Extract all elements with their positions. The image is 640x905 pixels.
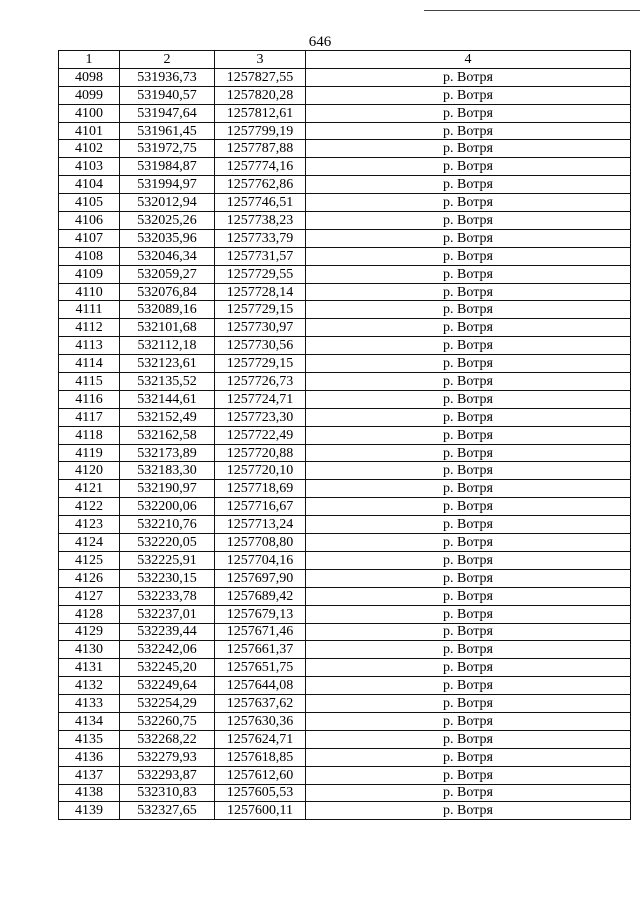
x-coordinate-cell: 532310,83 (120, 784, 215, 802)
description-cell: р. Вотря (306, 659, 631, 677)
table-row (59, 337, 631, 355)
x-coordinate-cell: 532112,18 (120, 337, 215, 355)
point-number-cell: 4110 (59, 283, 120, 301)
table-row (59, 730, 631, 748)
point-number-cell: 4113 (59, 337, 120, 355)
table-row (59, 695, 631, 713)
x-coordinate-cell: 532076,84 (120, 283, 215, 301)
table-row (59, 390, 631, 408)
table-row (59, 587, 631, 605)
point-number-cell: 4116 (59, 390, 120, 408)
table-row (59, 569, 631, 587)
table-row (59, 516, 631, 534)
x-coordinate-cell: 532135,52 (120, 373, 215, 391)
y-coordinate-cell: 1257812,61 (215, 104, 306, 122)
description-cell: р. Вотря (306, 265, 631, 283)
table-row (59, 194, 631, 212)
point-number-cell: 4126 (59, 569, 120, 587)
x-coordinate-cell: 532233,78 (120, 587, 215, 605)
point-number-cell: 4117 (59, 408, 120, 426)
y-coordinate-cell: 1257671,46 (215, 623, 306, 641)
column-header: 4 (306, 51, 631, 69)
y-coordinate-cell: 1257723,30 (215, 408, 306, 426)
y-coordinate-cell: 1257704,16 (215, 551, 306, 569)
x-coordinate-cell: 532123,61 (120, 355, 215, 373)
point-number-cell: 4115 (59, 373, 120, 391)
table-row (59, 498, 631, 516)
y-coordinate-cell: 1257600,11 (215, 802, 306, 820)
point-number-cell: 4101 (59, 122, 120, 140)
description-cell: р. Вотря (306, 462, 631, 480)
table-row (59, 623, 631, 641)
description-cell: р. Вотря (306, 104, 631, 122)
x-coordinate-cell: 532152,49 (120, 408, 215, 426)
table-row (59, 265, 631, 283)
x-coordinate-cell: 532245,20 (120, 659, 215, 677)
y-coordinate-cell: 1257726,73 (215, 373, 306, 391)
point-number-cell: 4103 (59, 158, 120, 176)
table-row (59, 247, 631, 265)
x-coordinate-cell: 532190,97 (120, 480, 215, 498)
table-row (59, 659, 631, 677)
table-row (59, 212, 631, 230)
y-coordinate-cell: 1257787,88 (215, 140, 306, 158)
description-cell: р. Вотря (306, 122, 631, 140)
description-cell: р. Вотря (306, 695, 631, 713)
y-coordinate-cell: 1257651,75 (215, 659, 306, 677)
point-number-cell: 4130 (59, 641, 120, 659)
point-number-cell: 4105 (59, 194, 120, 212)
description-cell: р. Вотря (306, 355, 631, 373)
table-row (59, 104, 631, 122)
table-row (59, 641, 631, 659)
description-cell: р. Вотря (306, 408, 631, 426)
point-number-cell: 4121 (59, 480, 120, 498)
point-number-cell: 4124 (59, 534, 120, 552)
x-coordinate-cell: 532249,64 (120, 677, 215, 695)
table-row (59, 158, 631, 176)
description-cell: р. Вотря (306, 748, 631, 766)
x-coordinate-cell: 532183,30 (120, 462, 215, 480)
y-coordinate-cell: 1257827,55 (215, 68, 306, 86)
x-coordinate-cell: 532220,05 (120, 534, 215, 552)
y-coordinate-cell: 1257679,13 (215, 605, 306, 623)
y-coordinate-cell: 1257612,60 (215, 766, 306, 784)
table-row (59, 551, 631, 569)
point-number-cell: 4138 (59, 784, 120, 802)
table-row (59, 140, 631, 158)
y-coordinate-cell: 1257713,24 (215, 516, 306, 534)
table-row (59, 122, 631, 140)
y-coordinate-cell: 1257729,15 (215, 301, 306, 319)
column-header: 1 (59, 51, 120, 69)
x-coordinate-cell: 532025,26 (120, 212, 215, 230)
description-cell: р. Вотря (306, 373, 631, 391)
x-coordinate-cell: 531947,64 (120, 104, 215, 122)
y-coordinate-cell: 1257661,37 (215, 641, 306, 659)
point-number-cell: 4122 (59, 498, 120, 516)
point-number-cell: 4106 (59, 212, 120, 230)
description-cell: р. Вотря (306, 158, 631, 176)
x-coordinate-cell: 532173,89 (120, 444, 215, 462)
point-number-cell: 4098 (59, 68, 120, 86)
point-number-cell: 4100 (59, 104, 120, 122)
description-cell: р. Вотря (306, 712, 631, 730)
point-number-cell: 4118 (59, 426, 120, 444)
page-number: 646 (308, 34, 332, 50)
description-cell: р. Вотря (306, 194, 631, 212)
description-cell: р. Вотря (306, 766, 631, 784)
y-coordinate-cell: 1257729,55 (215, 265, 306, 283)
column-header: 2 (120, 51, 215, 69)
description-cell: р. Вотря (306, 498, 631, 516)
point-number-cell: 4104 (59, 176, 120, 194)
y-coordinate-cell: 1257820,28 (215, 86, 306, 104)
table-body (59, 68, 631, 819)
point-number-cell: 4139 (59, 802, 120, 820)
point-number-cell: 4108 (59, 247, 120, 265)
table-row (59, 408, 631, 426)
table-row (59, 712, 631, 730)
description-cell: р. Вотря (306, 319, 631, 337)
x-coordinate-cell: 532279,93 (120, 748, 215, 766)
point-number-cell: 4111 (59, 301, 120, 319)
y-coordinate-cell: 1257630,36 (215, 712, 306, 730)
point-number-cell: 4102 (59, 140, 120, 158)
y-coordinate-cell: 1257724,71 (215, 390, 306, 408)
scan-edge-line (424, 10, 640, 11)
description-cell: р. Вотря (306, 86, 631, 104)
point-number-cell: 4109 (59, 265, 120, 283)
point-number-cell: 4119 (59, 444, 120, 462)
description-cell: р. Вотря (306, 480, 631, 498)
table-row (59, 301, 631, 319)
x-coordinate-cell: 532101,68 (120, 319, 215, 337)
point-number-cell: 4112 (59, 319, 120, 337)
y-coordinate-cell: 1257720,88 (215, 444, 306, 462)
point-number-cell: 4135 (59, 730, 120, 748)
point-number-cell: 4120 (59, 462, 120, 480)
point-number-cell: 4132 (59, 677, 120, 695)
x-coordinate-cell: 531994,97 (120, 176, 215, 194)
x-coordinate-cell: 532012,94 (120, 194, 215, 212)
description-cell: р. Вотря (306, 516, 631, 534)
y-coordinate-cell: 1257730,97 (215, 319, 306, 337)
point-number-cell: 4131 (59, 659, 120, 677)
y-coordinate-cell: 1257762,86 (215, 176, 306, 194)
description-cell: р. Вотря (306, 802, 631, 820)
x-coordinate-cell: 532237,01 (120, 605, 215, 623)
x-coordinate-cell: 531936,73 (120, 68, 215, 86)
x-coordinate-cell: 532242,06 (120, 641, 215, 659)
description-cell: р. Вотря (306, 337, 631, 355)
description-cell: р. Вотря (306, 176, 631, 194)
x-coordinate-cell: 532162,58 (120, 426, 215, 444)
x-coordinate-cell: 532239,44 (120, 623, 215, 641)
y-coordinate-cell: 1257746,51 (215, 194, 306, 212)
y-coordinate-cell: 1257718,69 (215, 480, 306, 498)
y-coordinate-cell: 1257738,23 (215, 212, 306, 230)
x-coordinate-cell: 532268,22 (120, 730, 215, 748)
y-coordinate-cell: 1257720,10 (215, 462, 306, 480)
x-coordinate-cell: 532144,61 (120, 390, 215, 408)
table-row (59, 373, 631, 391)
description-cell: р. Вотря (306, 641, 631, 659)
x-coordinate-cell: 532059,27 (120, 265, 215, 283)
table-row (59, 605, 631, 623)
description-cell: р. Вотря (306, 784, 631, 802)
table-row (59, 480, 631, 498)
y-coordinate-cell: 1257618,85 (215, 748, 306, 766)
table-row (59, 319, 631, 337)
description-cell: р. Вотря (306, 247, 631, 265)
description-cell: р. Вотря (306, 677, 631, 695)
description-cell: р. Вотря (306, 569, 631, 587)
x-coordinate-cell: 532293,87 (120, 766, 215, 784)
table-row (59, 426, 631, 444)
y-coordinate-cell: 1257708,80 (215, 534, 306, 552)
point-number-cell: 4133 (59, 695, 120, 713)
x-coordinate-cell: 532230,15 (120, 569, 215, 587)
table-row (59, 748, 631, 766)
description-cell: р. Вотря (306, 301, 631, 319)
description-cell: р. Вотря (306, 283, 631, 301)
description-cell: р. Вотря (306, 551, 631, 569)
x-coordinate-cell: 532035,96 (120, 229, 215, 247)
description-cell: р. Вотря (306, 68, 631, 86)
x-coordinate-cell: 532225,91 (120, 551, 215, 569)
table-row (59, 229, 631, 247)
x-coordinate-cell: 532210,76 (120, 516, 215, 534)
y-coordinate-cell: 1257644,08 (215, 677, 306, 695)
point-number-cell: 4137 (59, 766, 120, 784)
column-header: 3 (215, 51, 306, 69)
y-coordinate-cell: 1257605,53 (215, 784, 306, 802)
x-coordinate-cell: 531984,87 (120, 158, 215, 176)
y-coordinate-cell: 1257730,56 (215, 337, 306, 355)
point-number-cell: 4114 (59, 355, 120, 373)
description-cell: р. Вотря (306, 426, 631, 444)
description-cell: р. Вотря (306, 605, 631, 623)
y-coordinate-cell: 1257799,19 (215, 122, 306, 140)
point-number-cell: 4107 (59, 229, 120, 247)
y-coordinate-cell: 1257722,49 (215, 426, 306, 444)
description-cell: р. Вотря (306, 444, 631, 462)
y-coordinate-cell: 1257733,79 (215, 229, 306, 247)
table-row (59, 86, 631, 104)
point-number-cell: 4123 (59, 516, 120, 534)
x-coordinate-cell: 531972,75 (120, 140, 215, 158)
x-coordinate-cell: 532327,65 (120, 802, 215, 820)
description-cell: р. Вотря (306, 212, 631, 230)
y-coordinate-cell: 1257697,90 (215, 569, 306, 587)
x-coordinate-cell: 531940,57 (120, 86, 215, 104)
x-coordinate-cell: 531961,45 (120, 122, 215, 140)
y-coordinate-cell: 1257624,71 (215, 730, 306, 748)
x-coordinate-cell: 532089,16 (120, 301, 215, 319)
y-coordinate-cell: 1257716,67 (215, 498, 306, 516)
description-cell: р. Вотря (306, 623, 631, 641)
coordinates-table (58, 50, 631, 820)
table-row (59, 462, 631, 480)
y-coordinate-cell: 1257729,15 (215, 355, 306, 373)
table-row (59, 784, 631, 802)
x-coordinate-cell: 532200,06 (120, 498, 215, 516)
table-row (59, 677, 631, 695)
x-coordinate-cell: 532254,29 (120, 695, 215, 713)
description-cell: р. Вотря (306, 534, 631, 552)
description-cell: р. Вотря (306, 229, 631, 247)
point-number-cell: 4128 (59, 605, 120, 623)
table-row (59, 802, 631, 820)
table-row (59, 444, 631, 462)
table-header-row (59, 51, 631, 69)
x-coordinate-cell: 532260,75 (120, 712, 215, 730)
point-number-cell: 4129 (59, 623, 120, 641)
description-cell: р. Вотря (306, 390, 631, 408)
table-row (59, 534, 631, 552)
table-row (59, 68, 631, 86)
point-number-cell: 4134 (59, 712, 120, 730)
point-number-cell: 4099 (59, 86, 120, 104)
y-coordinate-cell: 1257728,14 (215, 283, 306, 301)
y-coordinate-cell: 1257774,16 (215, 158, 306, 176)
table-row (59, 766, 631, 784)
point-number-cell: 4125 (59, 551, 120, 569)
y-coordinate-cell: 1257731,57 (215, 247, 306, 265)
point-number-cell: 4136 (59, 748, 120, 766)
x-coordinate-cell: 532046,34 (120, 247, 215, 265)
table-row (59, 355, 631, 373)
y-coordinate-cell: 1257637,62 (215, 695, 306, 713)
table-row (59, 176, 631, 194)
description-cell: р. Вотря (306, 730, 631, 748)
point-number-cell: 4127 (59, 587, 120, 605)
table-row (59, 283, 631, 301)
description-cell: р. Вотря (306, 140, 631, 158)
y-coordinate-cell: 1257689,42 (215, 587, 306, 605)
description-cell: р. Вотря (306, 587, 631, 605)
